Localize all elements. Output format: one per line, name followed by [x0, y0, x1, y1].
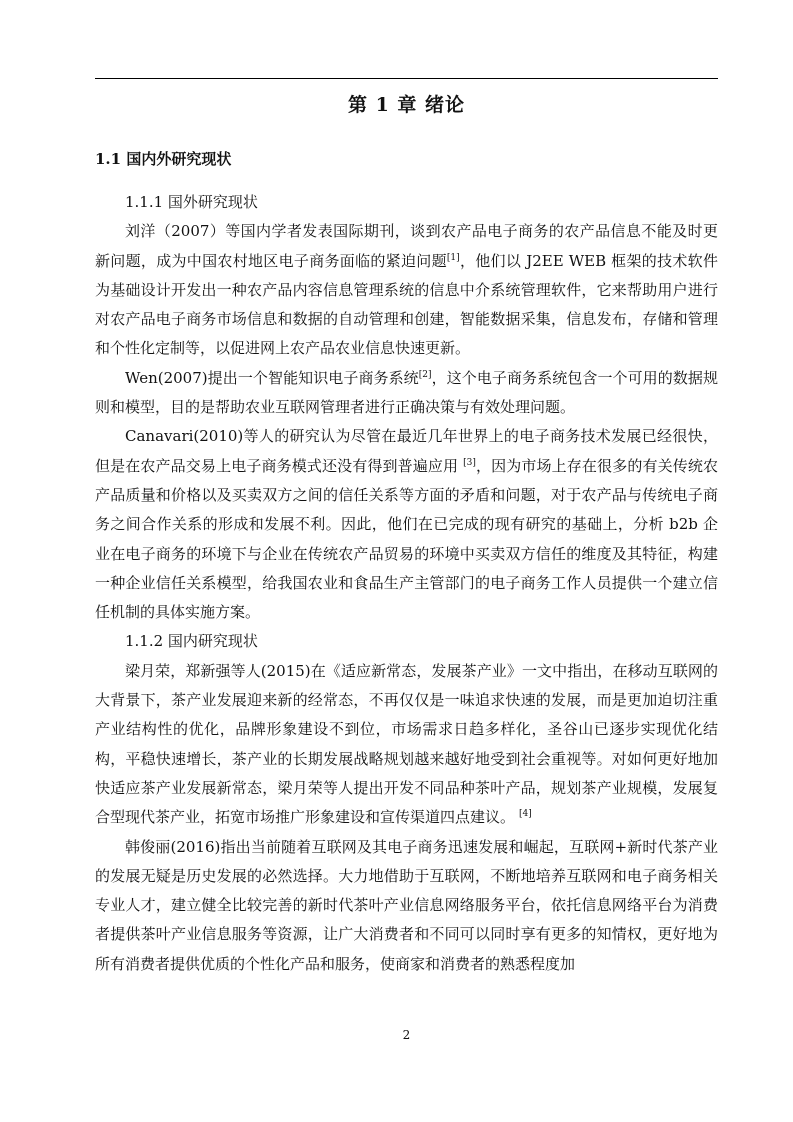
paragraph: [95, 833, 718, 979]
paragraph-text: ，因为市场上存在很多的有关传统农产品质量和价格以及买卖双方之间的信任关系等方面的矛盾和问题，对于农产品与传统电子商务之间合作关系的形成和发展不利。因此，他们在已完成的现有研究的基础上，分析 b2b 企业在电子商务的环境下与企业在传统农产品贸易的环境中买卖双方信任的维度及其特征，构建一种企业信任关系模型，给我国农业和食品生产主管部门的电子商务工作人员提供一个建立信任机制的具体实施方案。: [95, 456, 718, 622]
paragraph: [95, 364, 718, 423]
page-number: 2: [402, 1028, 411, 1042]
citation-ref: [4]: [519, 809, 532, 820]
paragraph-text: Wen(2007)提出一个智能知识电子商务系统: [125, 368, 419, 387]
citation-ref: [3]: [463, 457, 476, 468]
subsection-title: 1.1.2 国内研究现状: [125, 632, 258, 651]
citation-ref: [1]: [446, 252, 460, 263]
paragraph: [95, 422, 718, 627]
subsection-title: 1.1.1 国外研究现状: [125, 193, 258, 211]
paragraph: [95, 217, 718, 363]
citation-ref: [2]: [418, 369, 432, 380]
paragraph-text: ，他们以 J2EE WEB 框架的技术软件为基础设计开发出一种农产品内容信息管理系统的信息中介系统管理软件，它来帮助用户进行对农产品电子商务市场信息和数据的自动管理和创建，智能数据采集，信息发布，存储和管理和个性化定制等，以促进网上农产品农业信息快速更新。: [95, 251, 718, 358]
paragraph-text: 韩俊丽(2016)指出当前随着互联网及其电子商务迅速发展和崛起，互联网+新时代茶产业的发展无疑是历史发展的必然选择。大力地借助于互联网，不断地培养互联网和电子商务相关专业人才，建立健全比较完善的新时代茶叶产业信息网络服务平台，依托信息网络平台为消费者提供茶叶产业信息服务等资源，让广大消费者和不同可以同时享有更多的知情权，更好地为所有消费者提供优质的个性化产品和服务，使商家和消费者的熟悉程度加: [95, 837, 718, 973]
paragraph-text: ，这个电子商务系统包含一个可用的数据规则和模型，目的是帮助农业互联网管理者进行正确决策与有效处理问题。: [95, 368, 718, 417]
paragraph: [95, 657, 718, 833]
chapter-title: 第 1 章 绪论: [347, 94, 466, 116]
paragraph-text: 刘洋（2007）等国内学者发表国际期刊，谈到农产品电子商务的农产品信息不能及时更新问题，成为中国农村地区电子商务面临的紧迫问题: [95, 222, 718, 270]
section-title: 1.1 国内外研究现状: [95, 150, 232, 168]
body-text: [95, 188, 718, 979]
paragraph-text: 梁月荣，郑新强等人(2015)在《适应新常态，发展茶产业》一文中指出，在移动互联网的大背景下，茶产业发展迎来新的经常态，不再仅仅是一味追求快速的发展，而是更加迫切注重产业结构性的优化，品牌形象建设不到位，市场需求日趋多样化，圣谷山已逐步实现优化结构，平稳快速增长，茶产业的长期发展战略规划越来越好地受到社会重视等。对如何更好地加快适应茶产业发展新常态，梁月荣等人提出开发不同品种茶叶产品，规划茶产业规模，发展复合型现代茶产业，拓宽市场推广形象建设和宣传渠道四点建议。: [95, 661, 718, 827]
header-rule: [95, 78, 718, 79]
paragraph-text: Canavari(2010)等人的研究认为尽管在最近几年世界上的电子商务技术发展已经很快，但是在农产品交易上电子商务模式还没有得到普遍应用: [95, 427, 718, 475]
